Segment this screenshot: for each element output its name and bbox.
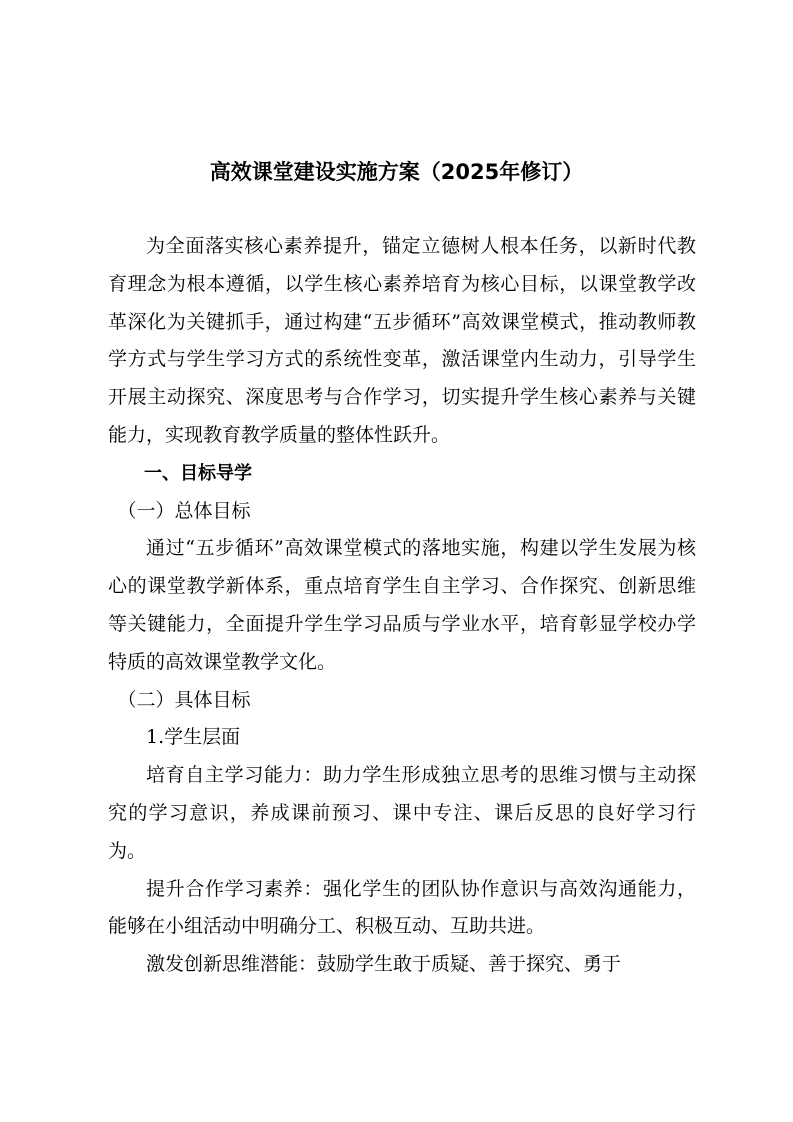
intro-paragraph: 为全面落实核心素养提升，锚定立德树人根本任务，以新时代教育理念为根本遵循，以学生核心素养培育为核心目标，以课堂教学改革深化为关键抓手，通过构建“五步循环”高效课堂模式，推动教师教学方式与学生学习方式的系统性变革，激活课堂内生动力，引导学生开展主动探究、深度思考与合作学习，切实提升学生核心素养与关键能力，实现教育教学质量的整体性跃升。: [108, 235, 696, 446]
document-body: [108, 228, 696, 984]
cooperative-learning-paragraph: 提升合作学习素养：强化学生的团队协作意识与高效沟通能力，能够在小组活动中明确分工、积极互动、互助共进。: [108, 877, 696, 938]
subsection-heading-specific-goals: （二）具体目标: [117, 688, 251, 711]
overall-goals-paragraph: 通过“五步循环”高效课堂模式的落地实施，构建以学生发展为核心的课堂教学新体系，重点培育学生自主学习、合作探究、创新思维等关键能力，全面提升学生学习品质与学业水平，培育彰显学校办学特质的高效课堂教学文化。: [108, 537, 696, 673]
section-heading-goal-guided-learning: 一、目标导学: [144, 462, 252, 484]
innovative-thinking-paragraph: 激发创新思维潜能：鼓励学生敢于质疑、善于探究、勇于: [146, 953, 622, 976]
subsection-heading-overall-goals: （一）总体目标: [117, 499, 251, 522]
self-learning-paragraph: 培育自主学习能力：助力学生形成独立思考的思维习惯与主动探究的学习意识，养成课前预习、课中专注、课后反思的良好学习行为。: [108, 764, 696, 862]
student-level-heading: 1.学生层面: [146, 726, 241, 749]
document-title: 高效课堂建设实施方案（2025年修订）: [209, 160, 584, 184]
